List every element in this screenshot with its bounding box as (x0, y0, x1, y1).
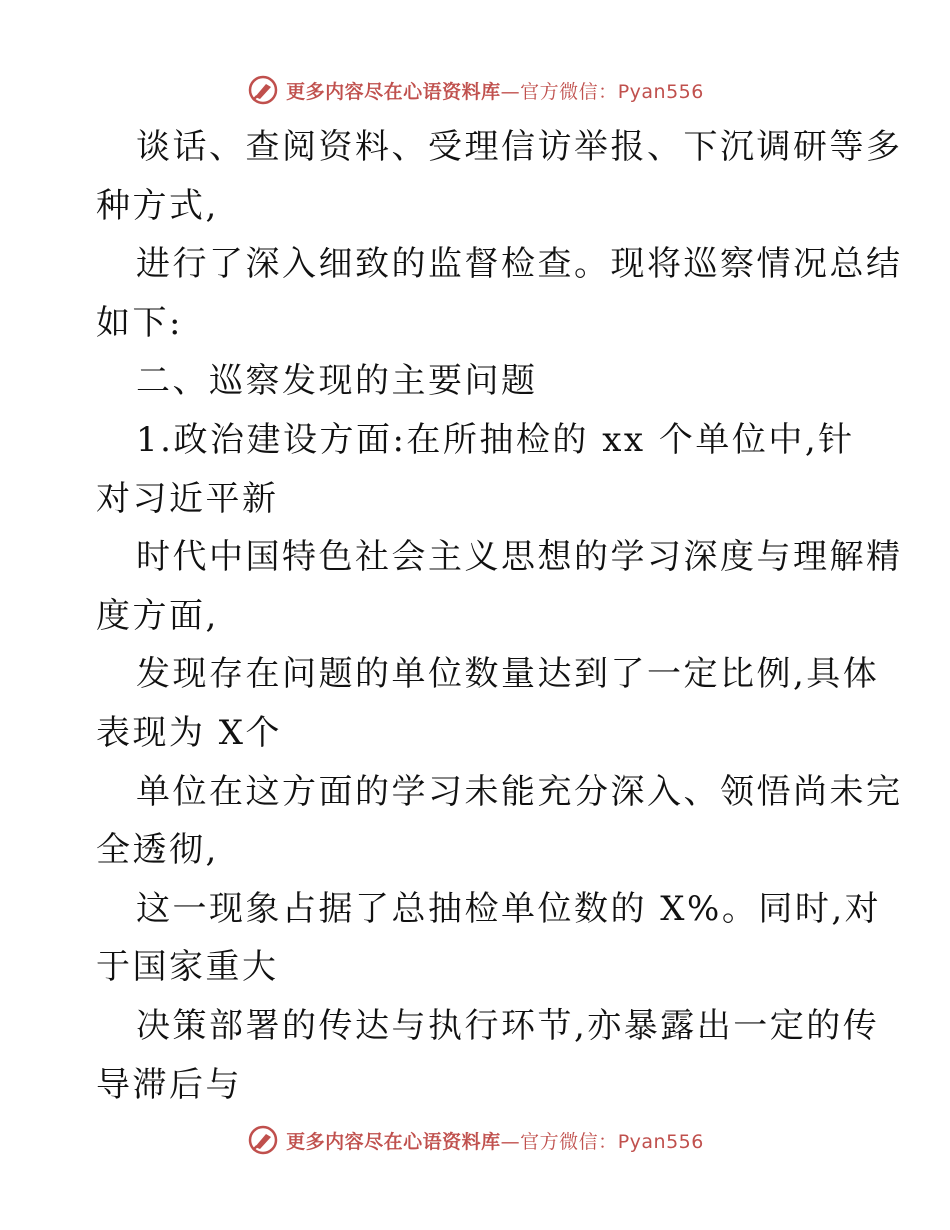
wechat-handle: Pyan556 (617, 1130, 704, 1153)
body-line: 于国家重大 (96, 947, 279, 988)
footer-banner-text (286, 1127, 704, 1154)
body-line: 对习近平新 (96, 478, 279, 519)
body-line: 全透彻, (96, 830, 219, 871)
wechat-handle: Pyan556 (617, 80, 704, 103)
header-banner-text (286, 77, 704, 104)
banner-dash: — (500, 80, 521, 103)
body-line: 导滞后与 (96, 1064, 242, 1105)
body-line: 如下: (96, 302, 183, 343)
body-line: 决策部署的传达与执行环节,亦暴露出一定的传 (136, 1005, 880, 1046)
header-banner (0, 70, 950, 110)
header-banner-inner (246, 73, 704, 107)
body-line: 这一现象占据了总抽检单位数的 X%。同时,对 (136, 888, 882, 929)
body-line: 种方式, (96, 185, 219, 226)
document-body (96, 118, 903, 1114)
footer-banner-inner (246, 1123, 704, 1157)
wechat-label: 官方微信： (520, 1130, 618, 1153)
body-line: 进行了深入细致的监督检查。现将巡察情况总结 (136, 244, 903, 285)
site-name: 更多内容尽在心语资料库 (286, 80, 501, 103)
pen-nib-icon (246, 1123, 280, 1157)
footer-banner (0, 1120, 950, 1160)
site-name: 更多内容尽在心语资料库 (286, 1130, 501, 1153)
body-line: 度方面, (96, 595, 219, 636)
section-heading: 二、巡察发现的主要问题 (136, 361, 538, 402)
body-line: 谈话、查阅资料、受理信访举报、下沉调研等多 (136, 127, 903, 167)
banner-dash: — (500, 1130, 521, 1153)
body-line: 表现为 X个 (96, 712, 283, 753)
body-line: 1.政治建设方面:在所抽检的 xx 个单位中,针 (136, 419, 855, 460)
pen-nib-icon (246, 73, 280, 107)
body-line: 发现存在问题的单位数量达到了一定比例,具体 (136, 654, 880, 695)
body-line: 单位在这方面的学习未能充分深入、领悟尚未完 (136, 771, 903, 812)
body-line: 时代中国特色社会主义思想的学习深度与理解精 (136, 537, 903, 578)
wechat-label: 官方微信： (520, 80, 618, 103)
